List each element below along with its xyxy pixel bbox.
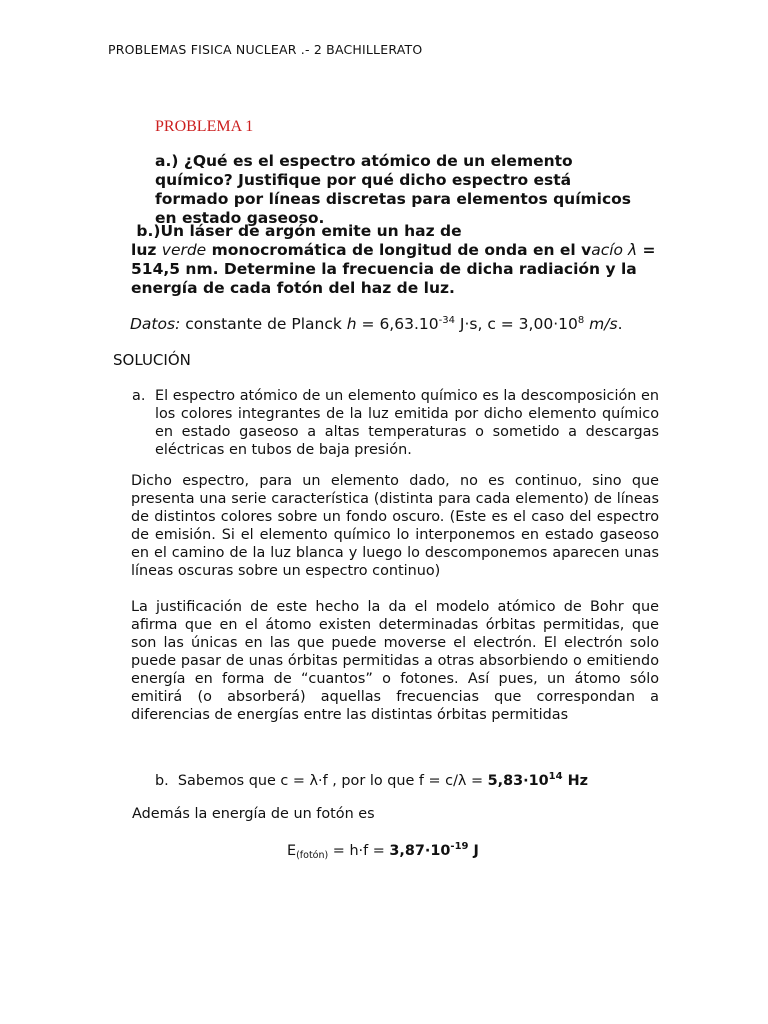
energy-intro: Además la energía de un fotón es (132, 806, 375, 822)
datos-line: Datos: constante de Planck $h = 6,63.10^{-34}$ J·s, $c = 3,00\cdot 10^8$ m/s. (130, 315, 623, 334)
answer-a-label: a. (132, 388, 146, 404)
question-b (131, 222, 656, 298)
problem-title: PROBLEMA 1 (155, 118, 254, 135)
energy-result: $3,87\cdot 10^{-19}$ J (389, 841, 479, 859)
solution-heading: SOLUCIÓN (113, 351, 191, 369)
question-b-line3: 514,5 nm. Determine la frecuencia de dicha radiación y la (131, 260, 637, 278)
answer-a-text: El espectro atómico de un elemento químico es la descomposición en los colores integrantes de la luz emitida por dicho elemento químico en estado gaseoso a altas temperaturas o sometido a descargas eléctricas en tubos de baja presión. (155, 388, 659, 458)
question-b-line2: luz verde monocromática de longitud de onda en el vacío λ = (131, 241, 656, 259)
answer-b: b. Sabemos que c = λ·f , por lo que $f = c/\lambda = 5,83\cdot 10^{14}$ Hz (155, 771, 588, 789)
frequency-result: $5,83\cdot 10^{14}$ Hz (487, 771, 588, 789)
paragraph-espectro: Dicho espectro, para un elemento dado, no es continuo, sino que presenta una serie característica (distinta para cada elemento) de líneas de distintos colores sobre un fondo oscuro. (Este es el caso del espectro de emisión. Si el elemento químico lo interponemos en estado gaseoso en el camino de la luz blanca y luego lo descomponemos aparecen unas líneas oscuras sobre un espectro continuo) (131, 473, 659, 579)
paragraph-bohr: La justificación de este hecho la da el modelo atómico de Bohr que afirma que en el átomo existen determinadas órbitas permitidas, que son las únicas en las que puede moverse el electrón. El electrón solo puede pasar de unas órbitas permitidas a otras absorbiendo o emitiendo energía en forma de “cuantos” o fotones. Así pues, un átomo sólo emitirá (o absorberá) aquellas frecuencias que correspondan a diferencias de energías entre las distintas órbitas permitidas (131, 599, 659, 723)
answer-b-label: b. (155, 772, 169, 789)
datos-label: Datos: (130, 315, 181, 334)
question-b-line4: energía de cada fotón del haz de luz. (131, 279, 455, 297)
page-header: PROBLEMAS FISICA NUCLEAR .- 2 BACHILLERATO (108, 42, 423, 57)
question-a: a.) ¿Qué es el espectro atómico de un elemento químico? Justifique por qué dicho espectro está formado por líneas discretas para elementos químicos en estado gaseoso. (155, 152, 632, 227)
energy-equation: $E_{(fotón)} = h\cdot f = 3,87\cdot 10^{-19}$ J (287, 841, 479, 861)
question-b-line1: b.)Un láser de argón emite un haz de (136, 222, 462, 240)
